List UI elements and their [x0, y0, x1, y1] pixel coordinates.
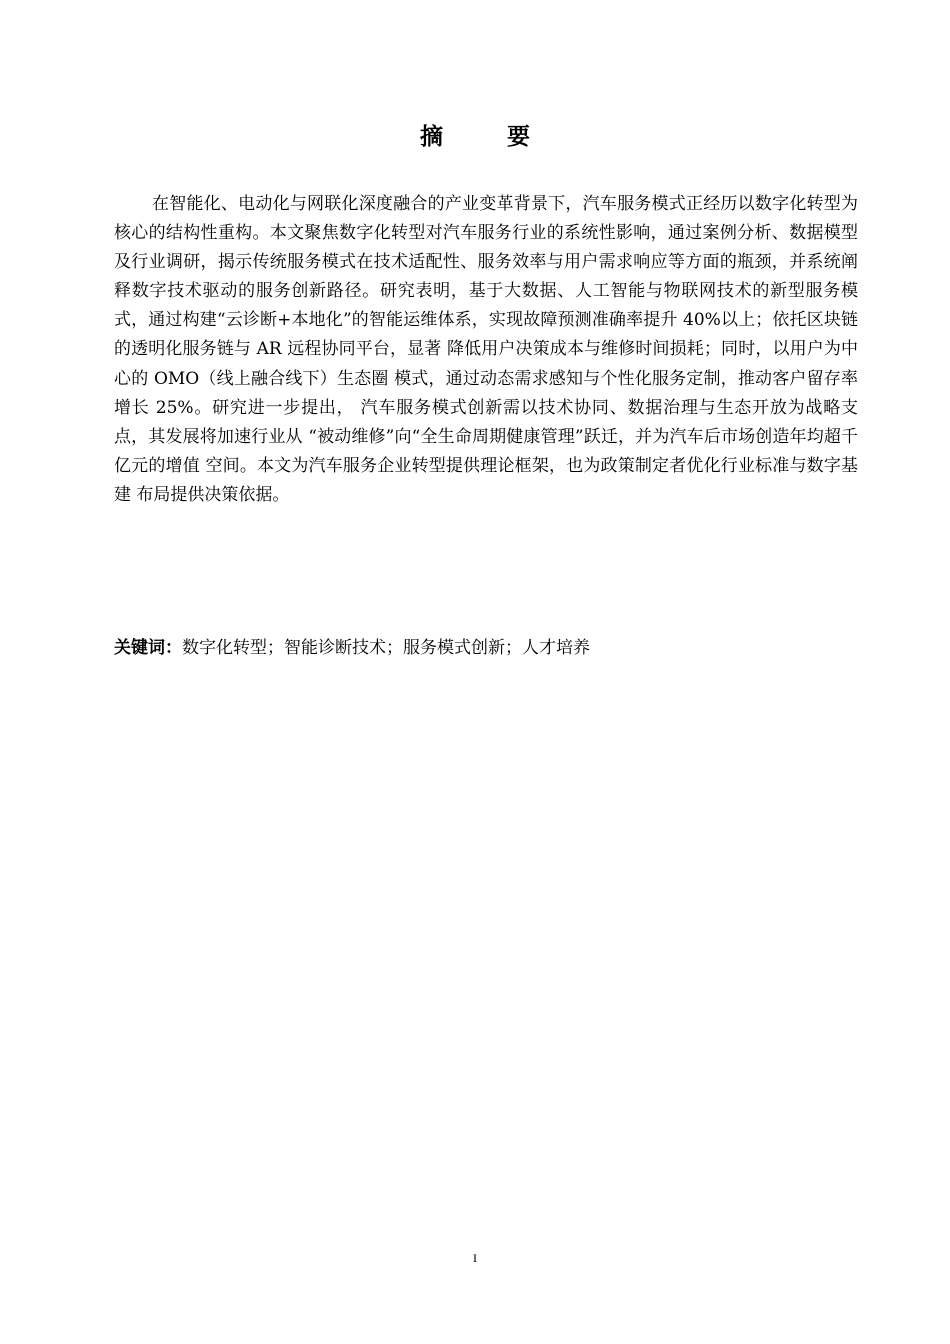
keywords-label: 关键词：	[114, 638, 182, 658]
keywords-terms: 数字化转型；智能诊断技术；服务模式创新；人才培养	[182, 638, 590, 658]
keywords-line	[114, 634, 858, 662]
page-title: 摘 要	[419, 124, 558, 150]
abstract-paragraph: 在智能化、电动化与网联化深度融合的产业变革背景下，汽车服务模式正经历以数字化转型为核心的结构性重构。本文聚焦数字化转型对汽车服务行业的系统性影响，通过案例分析、数据模型及行业调研，揭示传统服务模式在技术适配性、服务效率与用户需求响应等方面的瓶颈，并系统阐释数字技术驱动的服务创新路径。研究表明，基于大数据、人工智能与物联网技术的新型服务模式，通过构建“云诊断+本地化”的智能运维体系，实现故障预测准确率提升 40%以上；依托区块链的透明化服务链与 AR 远程协同平台，显著 降低用户决策成本与维修时间损耗；同时，以用户为中心的 OMO（线上融合线下）生态圈 模式，通过动态需求感知与个性化服务定制，推动客户留存率增长 25%。研究进一步提出， 汽车服务模式创新需以技术协同、数据治理与生态开放为战略支点，其发展将加速行业从 “被动维修”向“全生命周期健康管理”跃迁，并为汽车后市场创造年均超千亿元的增值 空间。本文为汽车服务企业转型提供理论框架，也为政策制定者优化行业标准与数字基建 布局提供决策依据。	[114, 194, 858, 505]
page-number: I	[473, 1251, 477, 1265]
